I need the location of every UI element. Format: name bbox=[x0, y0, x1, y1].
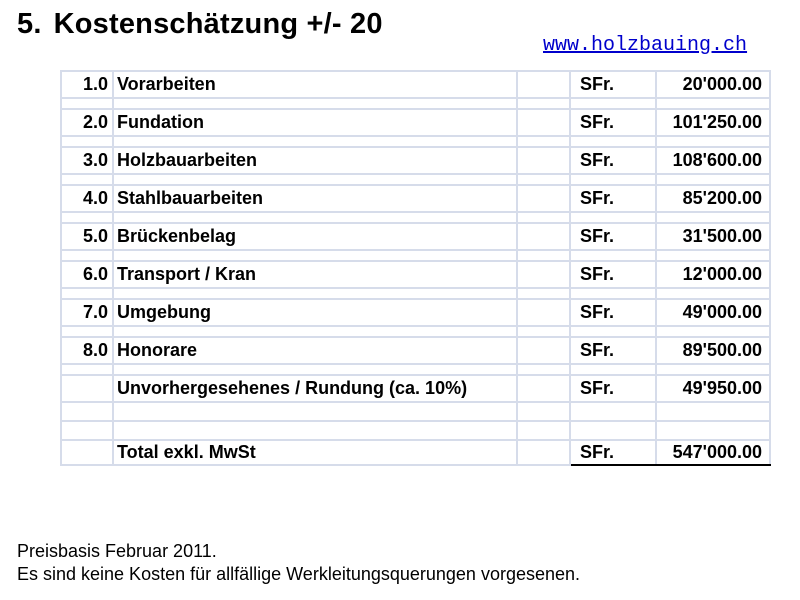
empty-cell bbox=[517, 299, 570, 326]
section-title: Kostenschätzung +/- 20 bbox=[53, 8, 383, 40]
empty-cell bbox=[517, 71, 570, 98]
empty-cell bbox=[517, 375, 570, 402]
exclusion-note: Es sind keine Kosten für allfällige Werkleitungsquerungen vorgesenen. bbox=[17, 564, 581, 584]
spacer-row bbox=[61, 136, 770, 147]
item-currency: SFr. bbox=[570, 71, 656, 98]
table-row bbox=[61, 375, 770, 402]
item-amount: 89'500.00 bbox=[656, 337, 770, 364]
spacer-row bbox=[61, 364, 770, 375]
item-currency: SFr. bbox=[570, 261, 656, 288]
item-description: Transport / Kran bbox=[113, 261, 517, 288]
total-row bbox=[61, 440, 770, 465]
total-amount: 547'000.00 bbox=[656, 440, 770, 465]
item-description: Holzbauarbeiten bbox=[113, 147, 517, 174]
notes bbox=[17, 540, 580, 586]
item-amount: 31'500.00 bbox=[656, 223, 770, 250]
spacer-row bbox=[61, 326, 770, 337]
item-description: Fundation bbox=[113, 109, 517, 136]
table-row bbox=[61, 147, 770, 174]
item-currency: SFr. bbox=[570, 375, 656, 402]
item-number: 7.0 bbox=[61, 299, 113, 326]
item-amount: 20'000.00 bbox=[656, 71, 770, 98]
empty-cell bbox=[517, 261, 570, 288]
empty-cell bbox=[517, 337, 570, 364]
item-amount: 12'000.00 bbox=[656, 261, 770, 288]
item-currency: SFr. bbox=[570, 109, 656, 136]
total-label: Total exkl. MwSt bbox=[113, 440, 517, 465]
item-amount: 49'950.00 bbox=[656, 375, 770, 402]
item-number: 3.0 bbox=[61, 147, 113, 174]
page-title bbox=[17, 8, 383, 41]
empty-cell bbox=[61, 440, 113, 465]
spacer-row bbox=[61, 250, 770, 261]
item-description: Honorare bbox=[113, 337, 517, 364]
item-number: 1.0 bbox=[61, 71, 113, 98]
table-row bbox=[61, 71, 770, 98]
item-amount: 108'600.00 bbox=[656, 147, 770, 174]
table-row bbox=[61, 185, 770, 212]
empty-cell bbox=[517, 440, 570, 465]
table-row bbox=[61, 223, 770, 250]
table-row bbox=[61, 337, 770, 364]
table-row bbox=[61, 299, 770, 326]
spacer-row bbox=[61, 288, 770, 299]
spacer-row bbox=[61, 212, 770, 223]
section-number: 5. bbox=[17, 8, 42, 40]
item-number: 8.0 bbox=[61, 337, 113, 364]
item-number: 4.0 bbox=[61, 185, 113, 212]
table-row bbox=[61, 109, 770, 136]
item-number bbox=[61, 375, 113, 402]
item-number: 2.0 bbox=[61, 109, 113, 136]
item-description: Umgebung bbox=[113, 299, 517, 326]
item-number: 5.0 bbox=[61, 223, 113, 250]
item-amount: 101'250.00 bbox=[656, 109, 770, 136]
website-link[interactable]: www.holzbauing.ch bbox=[543, 34, 748, 57]
item-amount: 85'200.00 bbox=[656, 185, 770, 212]
item-description: Vorarbeiten bbox=[113, 71, 517, 98]
blank-row bbox=[61, 421, 770, 440]
item-currency: SFr. bbox=[570, 299, 656, 326]
empty-cell bbox=[517, 109, 570, 136]
spacer-row bbox=[61, 174, 770, 185]
item-description: Brückenbelag bbox=[113, 223, 517, 250]
empty-cell bbox=[517, 185, 570, 212]
item-description: Unvorhergesehenes / Rundung (ca. 10%) bbox=[113, 375, 517, 402]
item-currency: SFr. bbox=[570, 147, 656, 174]
blank-row bbox=[61, 402, 770, 421]
empty-cell bbox=[517, 147, 570, 174]
price-basis-note: Preisbasis Februar 2011. bbox=[17, 541, 217, 561]
item-currency: SFr. bbox=[570, 337, 656, 364]
item-currency: SFr. bbox=[570, 223, 656, 250]
cost-table bbox=[60, 70, 771, 466]
spacer-row bbox=[61, 98, 770, 109]
item-number: 6.0 bbox=[61, 261, 113, 288]
empty-cell bbox=[517, 223, 570, 250]
item-amount: 49'000.00 bbox=[656, 299, 770, 326]
item-description: Stahlbauarbeiten bbox=[113, 185, 517, 212]
total-currency: SFr. bbox=[570, 440, 656, 465]
table-row bbox=[61, 261, 770, 288]
item-currency: SFr. bbox=[570, 185, 656, 212]
